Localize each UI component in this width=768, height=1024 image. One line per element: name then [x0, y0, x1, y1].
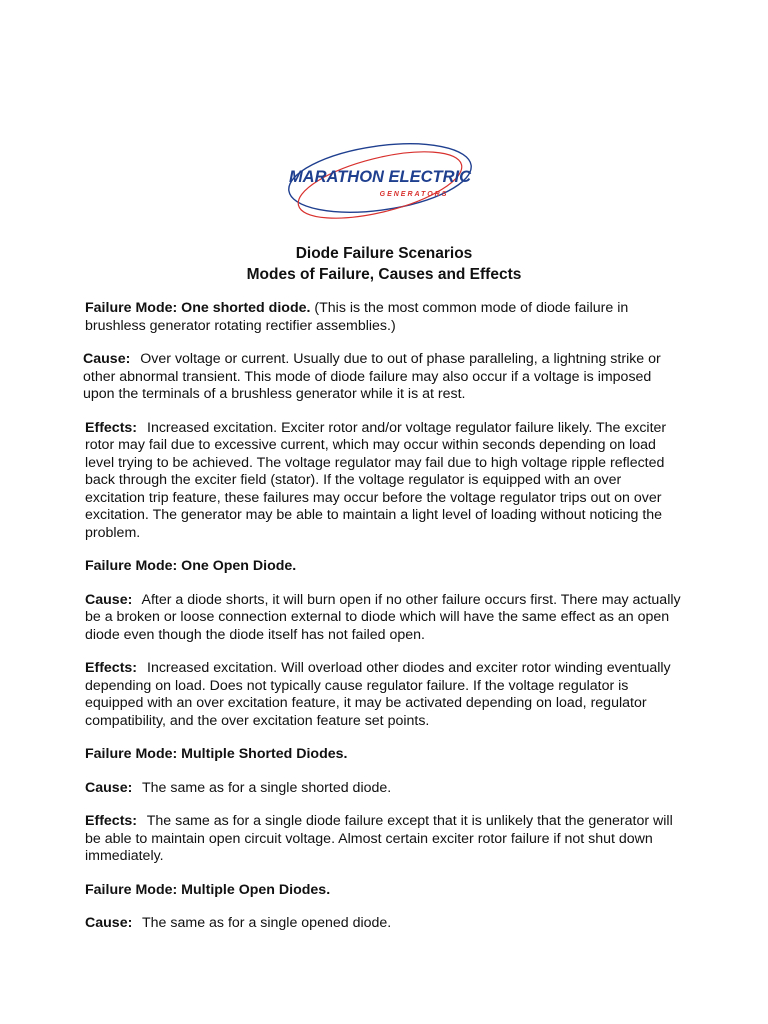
document-subtitle: Modes of Failure, Causes and Effects: [246, 266, 522, 283]
document-titles: [0, 243, 768, 285]
document-body: [85, 300, 685, 933]
logo-brand-text: MARATHON ELECTRIC: [288, 168, 472, 186]
mode1-cause-text: Over voltage or current. Usually due to out of phase paralleling, a lightning strike or other abnormal transient. This mode of diode failure may also occur if a voltage is imposed upon the terminals of a brushless generator while it is at rest.: [83, 351, 661, 402]
mode1-effects-paragraph: [85, 420, 685, 543]
mode1-heading: Failure Mode: One shorted diode.: [85, 300, 311, 316]
mode1-effects-text: Increased excitation. Exciter rotor and/or voltage regulator failure likely. The exciter rotor may fail due to excessive current, which may occur within seconds depending on load level trying to be achieved. The voltage regulator may fail due to high voltage ripple reflected back through the exciter field (stator). If the voltage regulator is equipped with an over excitation trip feature, these failures may occur before the voltage regulator trips out on over excitation. The generator may be able to maintain a light level of loading without noticing the problem.: [85, 419, 667, 541]
mode4-cause-paragraph: [85, 915, 685, 933]
mode2-cause-text: After a diode shorts, it will burn open if no other failure occurs first. There may actually be a broken or loose connection external to diode which will have the same effect as an open diode even though the diode itself has not failed open.: [85, 591, 681, 643]
document-title: Diode Failure Scenarios: [295, 245, 473, 262]
mode1-cause-label: Cause:: [83, 351, 131, 367]
mode3-effects-label: Effects:: [85, 813, 138, 829]
mode3-heading: Failure Mode: Multiple Shorted Diodes.: [85, 746, 348, 762]
mode1-cause-paragraph: [83, 351, 685, 404]
mode4-cause-label: Cause:: [85, 915, 133, 931]
mode1-effects-label: Effects:: [85, 419, 138, 436]
mode1-heading-paragraph: [85, 300, 685, 335]
mode2-cause-paragraph: [85, 592, 685, 645]
mode3-cause-text: The same as for a single shorted diode.: [142, 779, 392, 796]
mode2-effects-paragraph: [85, 660, 685, 730]
mode4-cause-text: The same as for a single opened diode.: [142, 915, 392, 931]
mode2-effects-label: Effects:: [85, 660, 138, 676]
mode3-cause-label: Cause:: [85, 779, 133, 796]
mode2-cause-label: Cause:: [85, 591, 133, 608]
mode2-effects-text: Increased excitation. Will overload other diodes and exciter rotor winding eventually depending on load. Does not typically cause regulator failure. If the voltage regulator is equipped with an over excitation feature, it may be activated depending on load, regulator compatibility, and the over excitation feature set points.: [85, 660, 671, 729]
marathon-electric-logo: [280, 138, 480, 228]
mode3-effects-text: The same as for a single diode failure except that it is unlikely that the generator will be able to maintain open circuit voltage. Almost certain exciter rotor failure if not shut down immediately.: [85, 813, 673, 864]
logo-sub-text: GENERATORS: [379, 191, 449, 198]
mode4-heading: Failure Mode: Multiple Open Diodes.: [85, 881, 331, 898]
mode2-heading: Failure Mode: One Open Diode.: [85, 558, 297, 574]
mode3-effects-paragraph: [85, 813, 685, 866]
mode1-heading-note: (This is the most common mode of diode failure in brushless generator rotating rectifier assemblies.): [85, 300, 629, 334]
mode3-cause-paragraph: [85, 780, 685, 798]
